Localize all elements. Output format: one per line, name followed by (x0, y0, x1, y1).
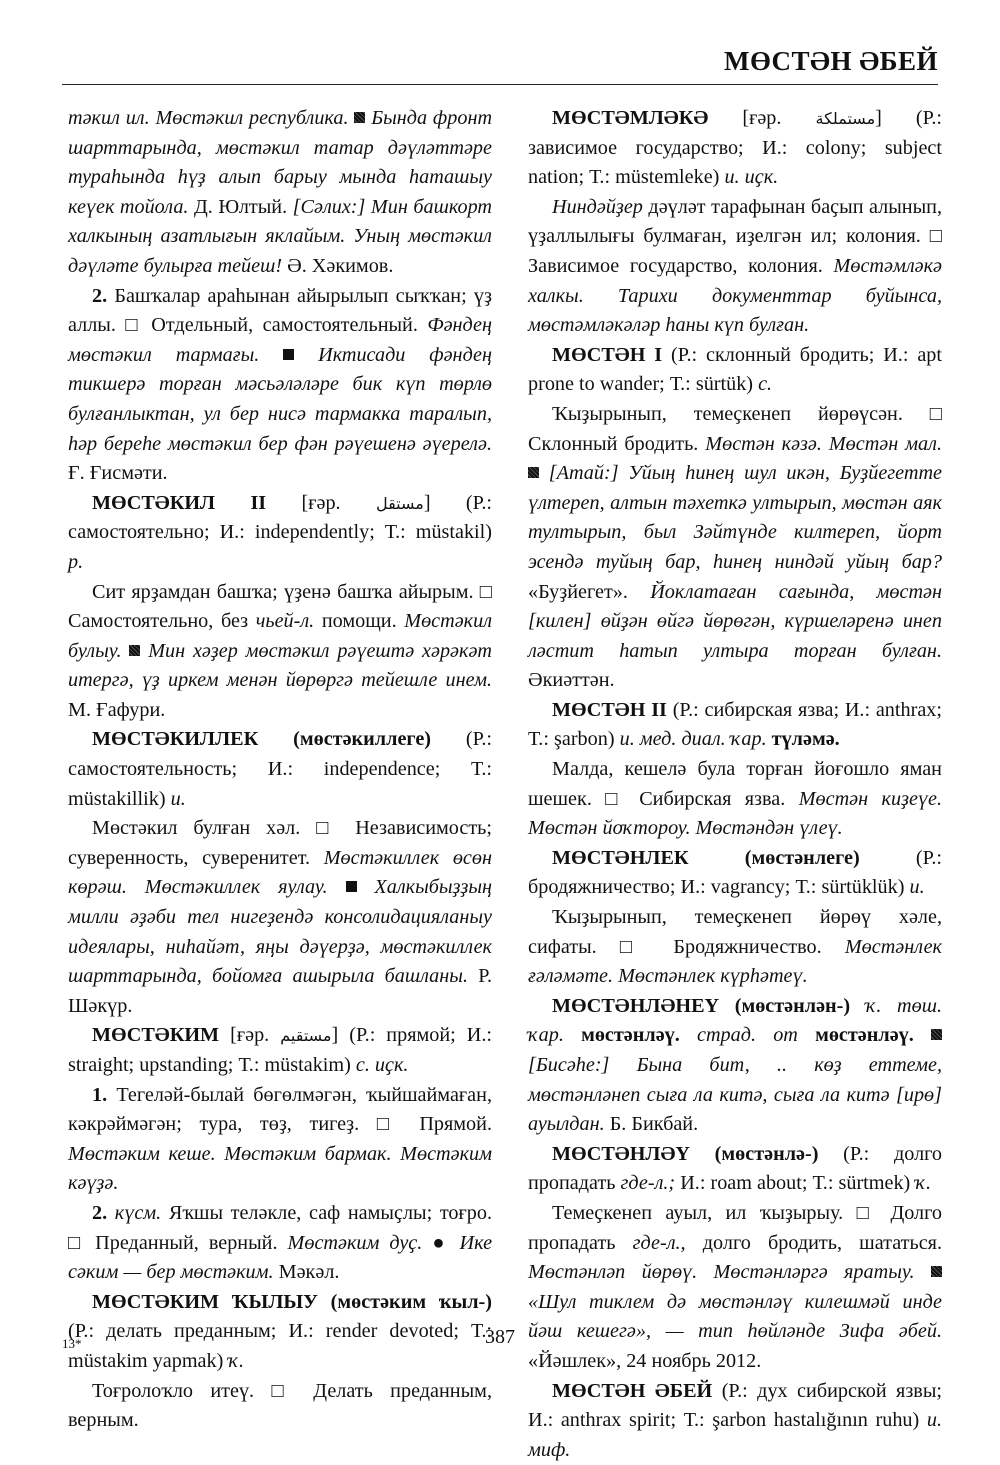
quote-marker-icon (283, 349, 294, 360)
definition: Башҡалар араһынан айырылып сыҡҡан; үҙ аллы. □ Отдельный, самостоятельный. (68, 284, 492, 337)
definition: Тегеләй-былай бөгөлмәгән, ҡыйшаймаған, кәкрәймәгән; тура, төҙ, тигеҙ. □ Прямой. (68, 1083, 492, 1136)
definition-block (528, 755, 942, 844)
entry-mostanlek (528, 844, 942, 903)
headword: МӨСТӘН II (552, 698, 667, 721)
entry-mostan-2 (528, 696, 942, 755)
quote-marker-icon (931, 1029, 942, 1040)
quote-source: «Буҙйегет». (528, 580, 628, 603)
translations: (Р.: дух сибирской язвы; И.: anthrax spirit; Т.: şarbon hastalığının ruhu) (528, 1379, 942, 1432)
quote-marker-icon (528, 467, 539, 478)
translations: (Р.: бродяжничество; И.: vagrancy; Т.: sürtüklük) (528, 846, 942, 899)
headword: МӨСТӘКИЛ II (92, 491, 267, 514)
headword: МӨСТӘКИМ ҠЫЛЫУ (92, 1290, 318, 1313)
right-column (528, 104, 942, 1465)
definition-block (528, 903, 942, 992)
quote-text: [Бисәһе:] Бына бит, .. көҙ еттеме, мөстәнләнеп сыға ла китә, сыға ла китә [ирө] ауылдан. (528, 1054, 942, 1136)
example-text: Мөстәким дуҫ. (287, 1231, 423, 1254)
headword-form: (мөстәнлән-) (734, 994, 851, 1017)
proverb-marker-icon: ● (432, 1231, 450, 1254)
header-rule (62, 84, 938, 85)
headword-form: (мөстәнлә-) (714, 1142, 819, 1165)
page-number: 387 (485, 1326, 515, 1348)
example-text: Мөстәмләкә халкы. Тарихи документтар буйынса, мөстәмләкәләр һаны күп булған. (528, 254, 943, 337)
quote-source: Р. Шәкүр. (68, 965, 492, 1017)
quote-source: Б. Бикбай. (609, 1113, 699, 1136)
quote-source: Әкиәттән. (528, 669, 615, 692)
example-text: Мөстән кәзә. Мөстән мал. (705, 432, 942, 455)
quote-text: [Атай:] Уйың һинең шул икән, Буҙйегетте үлтереп, алтын тәхеткә ултырып, мөстән аяк тултырып, был Зәйтүнде килтереп, йорт эсендә туйың бар, һинең ниндәй уйың бар? (528, 462, 942, 573)
translations: ] (Р.: зависимое государство; И.: colony; subject nation; Т.: müstemleke) (528, 107, 943, 189)
example-text: Мөстәнләп йөрөү. Мөстәнләргә яратыу. (528, 1261, 915, 1284)
definition-block (528, 193, 942, 341)
sense-2 (68, 282, 492, 489)
definition: Малда, кешелә була торған йоғошло яман шешек. □ Сибирская язва. (528, 758, 942, 810)
definition: долго бродить, шататься. (702, 1231, 942, 1254)
headword: МӨСТӘН ӘБЕЙ (552, 1379, 713, 1402)
entry-mostan-abey (528, 1377, 942, 1465)
definition-block (68, 578, 492, 726)
headword-form: (мөстәнлеге) (744, 846, 860, 869)
usage-note: күсм. (114, 1201, 162, 1224)
translations: (Р.: делать преданным; И.: render devoted; Т.: müstakim yapmak) (68, 1320, 492, 1372)
quote-text: «Шул тиклем дә мөстәнләү килешмәй инде йәш кешегә», — тип һөйләнде Зифа әбей. (528, 1290, 942, 1343)
part-of-speech: и. мед. диал. ҡар. (619, 728, 767, 751)
quote-source: Мәкәл. (278, 1261, 340, 1284)
definition-block (528, 400, 942, 696)
headword: МӨСТӘКИМ (92, 1024, 220, 1047)
etymology: [ғәр. (230, 1024, 270, 1047)
proverb-text: Ике сәким — бер мөстәким. (68, 1231, 493, 1284)
sense-number: 2. (92, 1201, 108, 1224)
translations: ] (Р.: прямой; И.: straight; upstanding; Т.: müstakim) (68, 1024, 493, 1076)
quote-text: Халкыбыҙҙың милли әҙәби тел нигеҙендә консолидацияланыу идеялары, ниһайәт, яңы дәүерҙә, мөстәкиллек шарттарында, бойомға ашырыла башланы. (68, 876, 493, 988)
part-of-speech: с. иҫк. (355, 1054, 409, 1076)
part-of-speech: и. (170, 787, 186, 810)
definition: Яҡшы теләкле, саф намыҫлы; тоғро. □ Преданный, верный. (68, 1201, 492, 1254)
part-of-speech: ҡ. (228, 1349, 245, 1372)
headword: МӨСТӘНЛӘҮ (552, 1142, 690, 1165)
definition-block (68, 814, 492, 1021)
entry-mostanlaneu (528, 992, 942, 1140)
left-column (68, 104, 492, 1436)
headword: МӨСТӘМЛӘКӘ (552, 107, 709, 129)
quote-source: Ә. Хәкимов. (287, 254, 394, 277)
example-text: Фәндең мөстәкил тармағы. (68, 314, 492, 366)
entry-mostamlaka (528, 104, 942, 193)
usage-note: Ниндәйҙер (552, 195, 643, 218)
sense-2 (68, 1199, 492, 1288)
entry-mostan-1 (528, 341, 942, 400)
part-of-speech: и. иҫк. (724, 166, 779, 189)
part-of-speech: и. (909, 876, 925, 899)
quote-text: Йоклаmаған сағында, мөстән [килен] өйҙән өйгә йөрөгән, күршеләренә инеп ләстит һатып ултыра торған булған. (528, 580, 942, 662)
cross-reference-link[interactable]: мөстәнләү. (581, 1024, 680, 1047)
usage-note: где-л.; (620, 1172, 676, 1195)
entry-mostakil-2 (68, 489, 492, 578)
definition: Мөстәкил булған хәл. □ Независимость; суверенность, суверенитет. (68, 817, 492, 869)
definition: помощи. (321, 610, 397, 633)
translations: И.: roam about; Т.: sürtmek) (680, 1172, 911, 1195)
quote-text: Бында фронт шарттарында, мөстәкил татар дәүләттәре тураһында һүҙ алып барыу мында һаташыу кеүек тойола. (68, 107, 493, 218)
arabic-spelling: مستقل (375, 493, 424, 513)
translations: (Р.: долго пропадать (528, 1142, 943, 1195)
entry-continuation (68, 104, 492, 282)
usage-note: страд. от (697, 1024, 798, 1047)
headword-form: (мөстәкиллеге) (293, 728, 432, 751)
example-text: тәкил ил. Мөстәкил республика. (68, 107, 349, 129)
part-of-speech: и. миф. (528, 1409, 942, 1461)
entry-mostakim (68, 1021, 492, 1080)
etymology: [ғәр. (742, 107, 782, 129)
headword: МӨСТӘНЛЕК (552, 846, 689, 869)
entry-mostakillek (68, 725, 492, 814)
headword: МӨСТӘН I (552, 343, 663, 366)
running-head: МӨСТӘН ӘБЕЙ (724, 46, 938, 76)
sense-number: 2. (92, 284, 108, 307)
part-of-speech: ҡ. (915, 1172, 932, 1195)
part-of-speech: с. (758, 373, 773, 396)
headword: МӨСТӘНЛӘНЕҮ (552, 994, 720, 1017)
arabic-spelling: مستقيم (280, 1026, 332, 1046)
sense-number: 1. (92, 1083, 108, 1106)
quote-marker-icon (129, 645, 140, 656)
definition: Ҡыҙырынып, темеҫкенеп йөрөү хәле, сифаты. □ Бродяжничество. (528, 906, 942, 958)
translations: ] (Р.: самостоятельно; И.: independently; Т.: müstakil) (68, 491, 492, 544)
definition: Темеҫкенеп ауыл, ил ҡыҙырыу. □ Долго пропадать (528, 1201, 942, 1254)
translations: (Р.: склонный бродить; И.: apt prone to wander; Т.: sürtük) (528, 343, 942, 396)
quote-marker-icon (346, 881, 357, 892)
example-text: Мөстәкиллек өсөн көрәш. Мөстәкиллек яулау. (68, 846, 492, 899)
quote-source: Ғ. Ғисмәти. (68, 462, 168, 485)
part-of-speech: ҡ. төш. ҡар. (528, 994, 943, 1047)
definition: Тоғролоҡло итеү. □ Делать преданным, верным. (68, 1379, 492, 1432)
definition: Сит ярҙамдан башҡа; үҙенә башҡа айырым. □ Самостоятельно, без (68, 580, 492, 633)
quote-source: М. Ғафури. (68, 698, 166, 721)
example-text: Мөстәкил булыу. (68, 610, 492, 662)
definition: Ҡыҙырынып, темеҫкенеп йөрөүсән. □ Склонный бродить. (528, 402, 942, 455)
etymology: [ғәр. (301, 491, 341, 514)
quote-text: [Сәлих:] Мин башкорт халкының азатлығын яклайым. Уның мөстәкил дәүләте булырға тейеш! (68, 195, 493, 277)
usage-note: чьей-л. (255, 610, 315, 633)
quote-marker-icon (931, 1266, 942, 1277)
definition-block (68, 1377, 492, 1436)
printer-signature: 13* (62, 1336, 82, 1351)
definition: дәүләт тарафынан баҫып алынып, үҙаллылығы булмаған, иҙелгән ил; колония. □ Зависимое государство, колония. (528, 195, 943, 277)
quote-text: Иктисади фәндең тикшерә торған мәсьәләләре бик күп төрлө булғанлыктан, ул бер нисә тармакка таралып, һәр береһе мөстәкил бер фән рәүешенә әүерелә. (68, 343, 493, 455)
usage-note: где-л., (632, 1231, 686, 1254)
example-text: Мөстән киҙеүе. Мөстән йоҡтороу. Мөстәндән үлеү. (528, 787, 942, 840)
cross-reference-link[interactable]: мөстәнләү. (815, 1024, 914, 1047)
sense-1 (68, 1081, 492, 1199)
example-text: Мөстәнлек ғәләмәте. Мөстәнлек күрһәтеү. (528, 935, 942, 988)
quote-source: Д. Юлтый. (194, 195, 288, 218)
arabic-spelling: مستملكة (815, 109, 876, 128)
cross-reference-link[interactable]: түләмә. (771, 728, 840, 751)
headword-form: (мөстәким ҡыл-) (330, 1290, 492, 1313)
part-of-speech: р. (68, 550, 84, 573)
entry-mostanlau (528, 1140, 942, 1199)
quote-text: Мин хәҙер мөстәкил рәүештә хәрәкәт итергә, үҙ иркем менән йөрөргә тейешле инем. (68, 639, 493, 692)
definition-block (528, 1199, 942, 1377)
example-text: Мөстәким кеше. Мөстәким бармак. Мөстәким кәүҙә. (68, 1142, 492, 1195)
headword: МӨСТӘКИЛЛЕК (92, 728, 259, 751)
translations: (Р.: самостоятельность; И.: independence; Т.: müstakillik) (68, 728, 492, 810)
translations: (Р.: сибирская язва; И.: anthrax; Т.: şarbon) (528, 698, 942, 751)
quote-marker-icon (354, 112, 365, 123)
quote-source: «Йәшлек», 24 ноябрь 2012. (528, 1349, 762, 1372)
